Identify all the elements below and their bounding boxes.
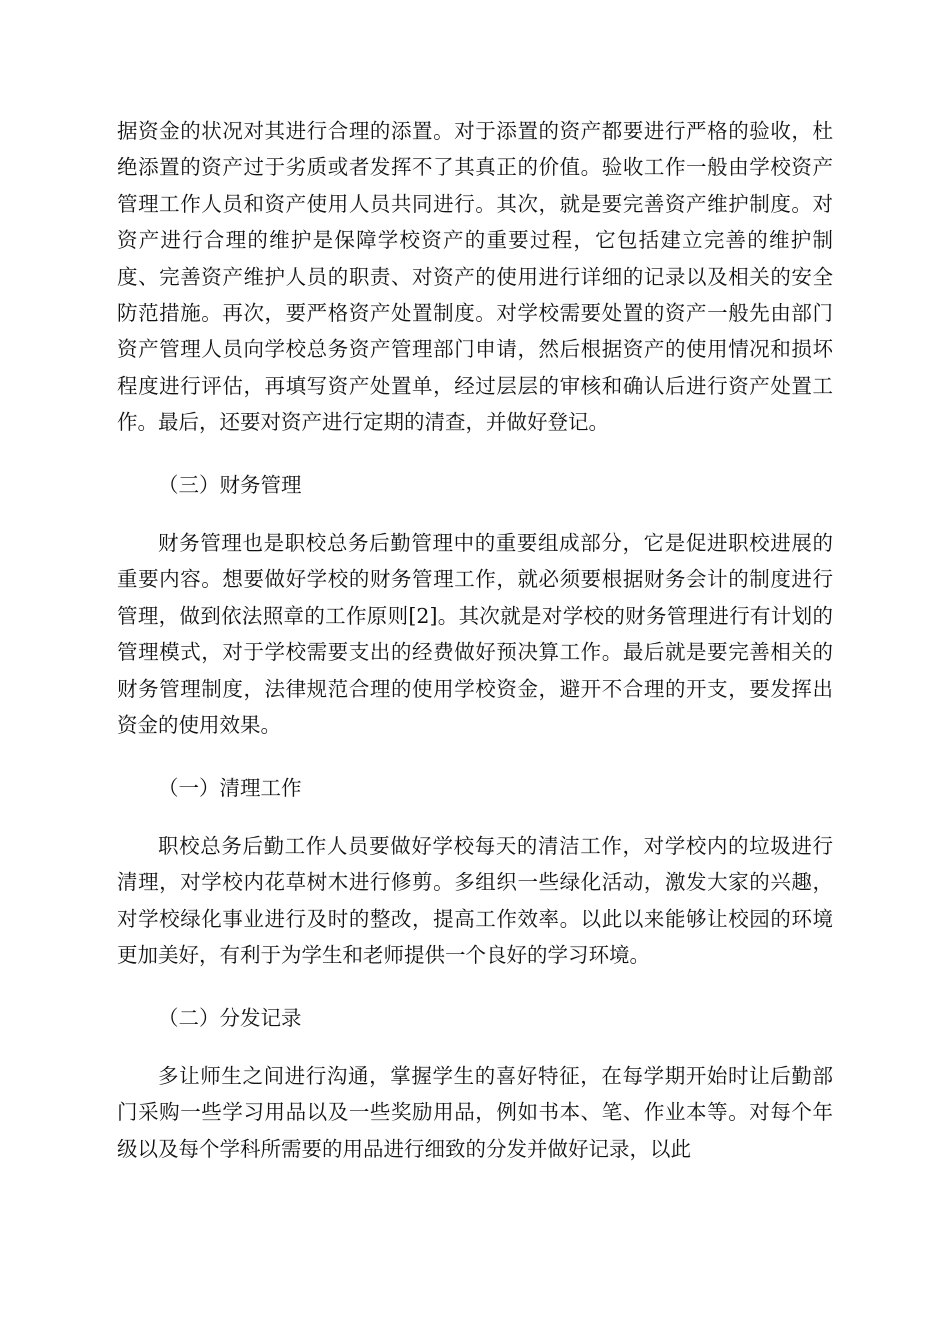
section-heading-cleaning: （一）清理工作: [158, 775, 302, 800]
paragraph-asset-management: 据资金的状况对其进行合理的添置。对于添置的资产都要进行严格的验收，杜绝添置的资产过于劣质或者发挥不了其真正的价值。验收工作一般由学校资产管理工作人员和资产使用人员共同进行。其次，就是要完善资产维护制度。对资产进行合理的维护是保障学校资产的重要过程，它包括建立完善的维护制度、完善资产维护人员的职责、对资产的使用进行详细的记录以及相关的安全防范措施。再次，要严格资产处置制度。对学校需要处置的资产一般先由部门资产管理人员向学校总务资产管理部门申请，然后根据资产的使用情况和损坏程度进行评估，再填写资产处置单，经过层层的审核和确认后进行资产处置工作。最后，还要对资产进行定期的清查，并做好登记。: [117, 119, 833, 435]
document-page: [117, 113, 833, 1167]
section-heading-finance: （三）财务管理: [158, 472, 302, 497]
paragraph-distribution: 多让师生之间进行沟通，掌握学生的喜好特征，在每学期开始时让后勤部门采购一些学习用品以及一些奖励用品，例如书本、笔、作业本等。对每个年级以及每个学科所需要的用品进行细致的分发并做好记录，以此: [117, 1063, 833, 1161]
paragraph-finance: 财务管理也是职校总务后勤管理中的重要组成部分，它是促进职校进展的重要内容。想要做好学校的财务管理工作，就必须要根据财务会计的制度进行管理，做到依法照章的工作原则[2]。其次就是对学校的财务管理进行有计划的管理模式，对于学校需要支出的经费做好预决算工作。最后就是要完善相关的财务管理制度，法律规范合理的使用学校资金，避开不合理的开支，要发挥出资金的使用效果。: [117, 531, 833, 738]
paragraph-cleaning: 职校总务后勤工作人员要做好学校每天的清洁工作，对学校内的垃圾进行清理，对学校内花草树木进行修剪。多组织一些绿化活动，激发大家的兴趣，对学校绿化事业进行及时的整改，提高工作效率。以此以来能够让校园的环境更加美好，有利于为学生和老师提供一个良好的学习环境。: [117, 833, 833, 968]
section-heading-distribution: （二）分发记录: [158, 1005, 302, 1030]
